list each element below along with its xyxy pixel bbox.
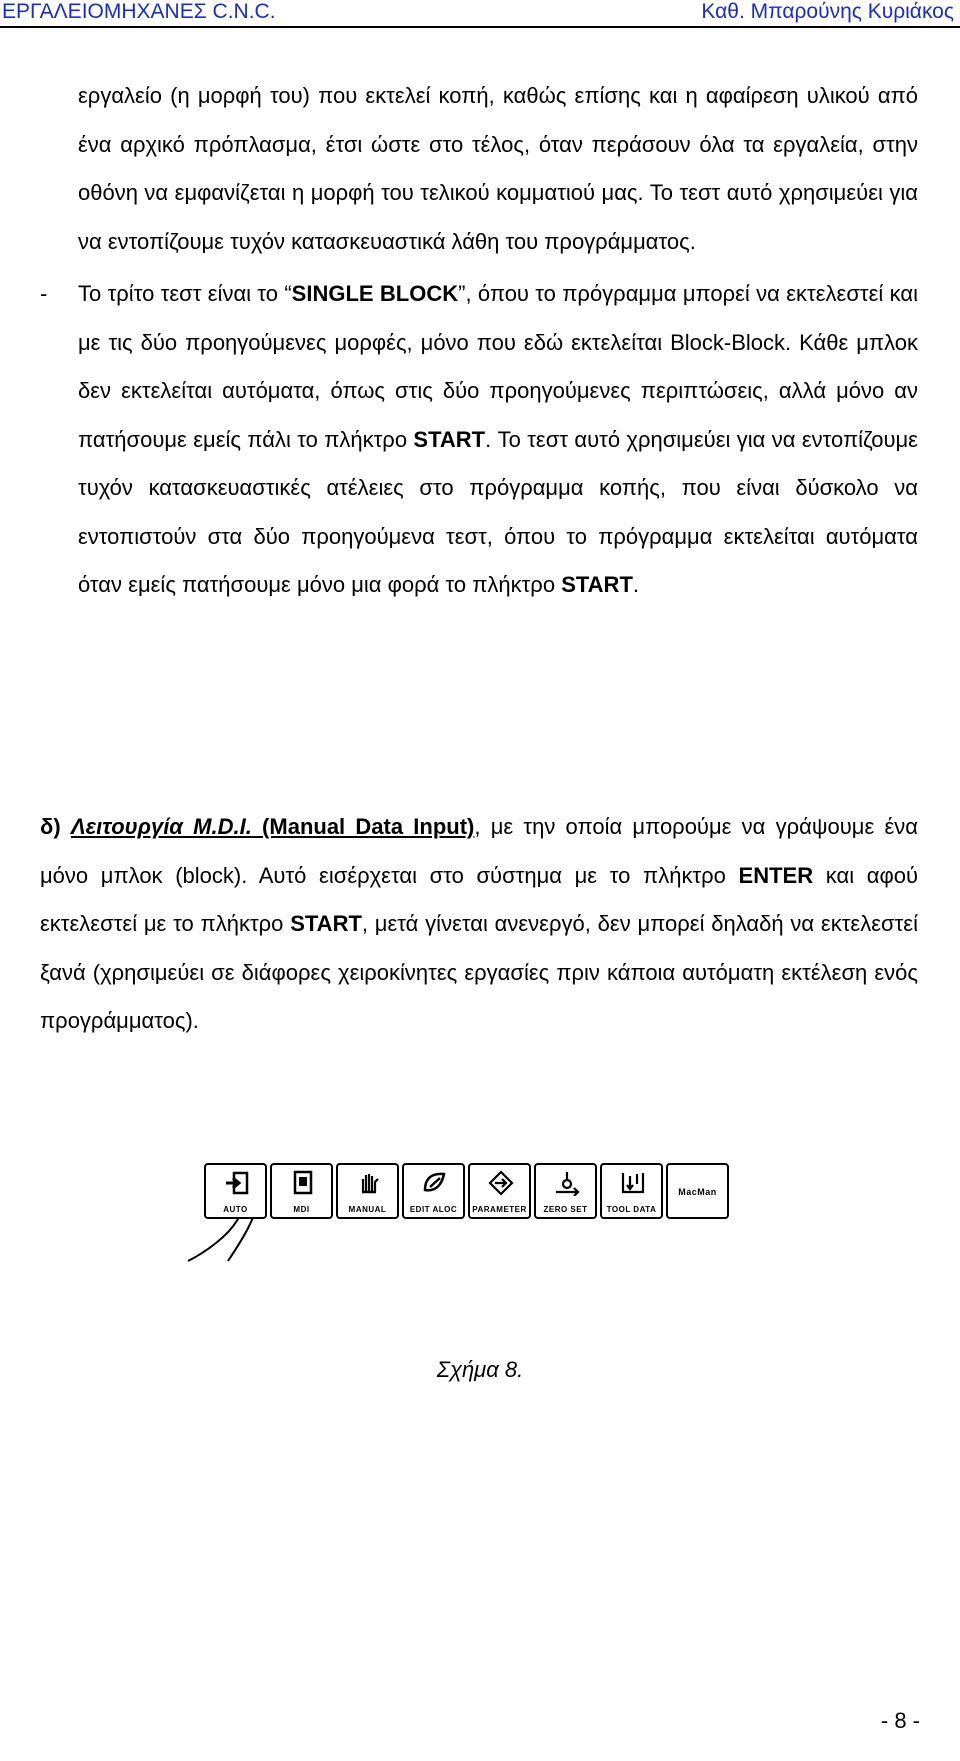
zero-set-icon bbox=[554, 1170, 580, 1196]
control-keypad-figure bbox=[186, 1133, 806, 1263]
section-label: δ) bbox=[40, 814, 71, 839]
mdi-key-label: MDI bbox=[293, 1205, 310, 1214]
parameter-key[interactable] bbox=[468, 1163, 531, 1219]
text-run: , μετά γίνεται ανενεργό, δεν μπορεί δηλαδή να εκτελεστεί ξανά (χρησιμεύει σε διάφορες χειροκίνητες εργασίες πριν κάποια αυτόματη εκτέλεση ενός προγράμματος). bbox=[40, 911, 918, 1033]
zero-set-key-label: ZERO SET bbox=[543, 1205, 588, 1214]
section-title-manual-data-input: (Manual Data Input) bbox=[251, 814, 475, 839]
hand-icon bbox=[356, 1170, 382, 1196]
bold-single-block: SINGLE BLOCK bbox=[291, 281, 459, 306]
bullet-dash: - bbox=[40, 281, 48, 306]
header-author: Καθ. Μπαρούνης Κυριάκος bbox=[701, 0, 954, 23]
mdi-key[interactable] bbox=[270, 1163, 333, 1219]
tool-data-key[interactable] bbox=[600, 1163, 663, 1219]
bold-start: START bbox=[413, 426, 486, 452]
text-run: Το τρίτο τεστ είναι το “ bbox=[78, 281, 292, 306]
tool-data-icon bbox=[620, 1170, 646, 1196]
header-divider bbox=[0, 26, 960, 28]
bullet-single-block bbox=[78, 270, 918, 610]
edit-aloc-key[interactable] bbox=[402, 1163, 465, 1219]
diamond-arrow-icon bbox=[488, 1170, 514, 1196]
bold-start: START bbox=[561, 572, 633, 597]
macman-key[interactable] bbox=[666, 1163, 729, 1219]
text-run: ”, όπου το πρόγραμμα μπορεί να εκτελεστεί και με τις δύο προηγούμενες μορφές, μόνο που εδώ εκτελείται Block-Block. Κάθε μπλοκ δεν εκτελείται αυτόματα, όπως στις δύο προηγούμενες περιπτώσεις, αλλά μόνο αν πατήσουμε εμείς πάλι το πλήκτρο bbox=[78, 281, 918, 452]
bold-enter: ENTER bbox=[738, 862, 814, 888]
paragraph-continuation: εργαλείο (η μορφή του) που εκτελεί κοπή, καθώς επίσης και η αφαίρεση υλικού από ένα αρχικό πρόπλασμα, έτσι ώστε στο τέλος, όταν περάσουν όλα τα εργαλεία, στην οθόνη να εμφανίζεται η μορφή του τελικού κομματιού μας. Το τεστ αυτό χρησιμεύει για να εντοπίζουμε τυχόν κατασκευαστικά λάθη του προγράμματος. bbox=[78, 83, 918, 254]
tool-data-key-label: TOOL DATA bbox=[606, 1205, 657, 1214]
key-row bbox=[204, 1163, 729, 1223]
document-icon bbox=[290, 1170, 316, 1196]
text-run: , με την οποία μπορούμε να γράψουμε ένα μόνο μπλοκ (block). Αυτό εισέρχεται στο σύστημα με το πλήκτρο bbox=[40, 814, 918, 888]
pencil-edit-icon bbox=[422, 1170, 448, 1196]
header-title: ΕΡΓΑΛΕΙΟΜΗΧΑΝΕΣ C.N.C. bbox=[2, 0, 276, 23]
page-number: - 8 - bbox=[880, 1708, 920, 1733]
zero-set-key[interactable] bbox=[534, 1163, 597, 1219]
section-title-mdi: Λειτουργία M.D.I. bbox=[70, 814, 252, 839]
auto-key-label: AUTO bbox=[223, 1205, 248, 1214]
text-run: . bbox=[632, 572, 640, 597]
manual-key-label: MANUAL bbox=[348, 1205, 387, 1214]
text-run: . Το τεστ αυτό χρησιμεύει για να εντοπίζουμε τυχόν κατασκευαστικές ατέλειες στο πρόγραμμα κοπής, που είναι δύσκολο να εντοπιστούν στα δύο προηγούμενα τεστ, όπου το πρόγραμμα εκτελείται αυτόματα όταν εμείς πατήσουμε μόνο μια φορά το πλήκτρο bbox=[78, 426, 918, 597]
figure-caption: Σχήμα 8. bbox=[436, 1357, 524, 1382]
auto-key[interactable] bbox=[204, 1163, 267, 1219]
edit-aloc-key-label: EDIT ALOC bbox=[409, 1205, 458, 1214]
macman-key-label: MacMan bbox=[678, 1187, 717, 1197]
parameter-key-label: PARAMETER bbox=[472, 1205, 527, 1214]
text-run: και αφού εκτελεστεί με το πλήκτρο bbox=[40, 862, 918, 936]
section-mdi bbox=[40, 803, 918, 1046]
arrow-into-box-icon bbox=[224, 1170, 250, 1196]
manual-key[interactable] bbox=[336, 1163, 399, 1219]
bold-start: START bbox=[290, 911, 362, 936]
